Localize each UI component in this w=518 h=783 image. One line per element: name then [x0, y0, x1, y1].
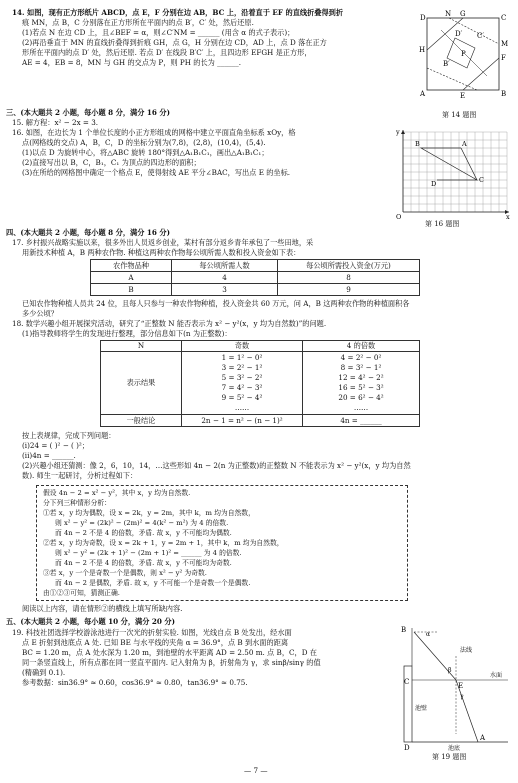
fig14-label: N	[445, 10, 452, 18]
q14-line: 痕 MN，点 B，C 分别落在正方形所在平面内的点 B′，C′ 处，然后还原.	[22, 18, 254, 27]
question-18-cont	[12, 431, 512, 481]
analysis-box	[36, 485, 408, 601]
q16-line: (3)在所给的网格图中确定一个格点 E，使得射线 AE 平分∠BAC，写出点 E 的坐标.	[22, 168, 291, 177]
table-header-cell: 每公顷所需投入资金(万元)	[278, 260, 420, 272]
odd-entry: 7 = 4² − 3²	[221, 383, 263, 392]
page-number: — 7 —	[244, 766, 268, 775]
q17-line: 多少公顷？	[22, 309, 58, 318]
four-entry: 8 = 3² − 1²	[340, 363, 382, 372]
four-entry: 20 = 6² − 4²	[338, 393, 384, 402]
table-17	[90, 259, 420, 296]
odd-entry: 3 = 2² − 1²	[221, 363, 263, 372]
q18-line: (1)指导教师将学生的发现进行整理，部分信息如下(n 为正整数)：	[22, 329, 232, 338]
four-entry: 4 = 2² − 0²	[340, 353, 382, 362]
four-entry: 16 = 5² − 3²	[338, 383, 384, 392]
q17-line: 17. 乡村振兴战略实施以来，很多外出人员返乡创业，某村有部分返乡青年承包了一些田地，采	[12, 238, 314, 247]
q14-part2: 形所在平面内的点 D′ 处，然后还原. 若点 D′ 在线段 B′C′ 上，且四边形 EFGH 是正方形，	[22, 48, 312, 57]
fig16-y-axis: y	[396, 128, 400, 136]
table-cell: 9	[278, 284, 420, 296]
table-row	[101, 415, 420, 427]
fig16-origin: O	[396, 213, 402, 221]
fig14-label: A	[420, 90, 426, 98]
fig19-label: 法线	[460, 647, 473, 654]
fig14-label: B	[501, 90, 507, 98]
section-4-heading: 四、(本大题共 2 小题，每小题 8 分，满分 16 分)	[6, 228, 171, 237]
table-header-cell: N	[101, 341, 182, 352]
q19-line: 参考数据：sin36.9° ≈ 0.60，cos36.9° ≈ 0.80，tan36.9° ≈ 0.75.	[22, 678, 248, 687]
fig14-label: D	[420, 14, 426, 22]
table-cell: 8	[278, 272, 420, 284]
table-row	[101, 352, 420, 415]
table-header-cell: 4 的倍数	[303, 341, 420, 352]
q16-line: (2)直接写出以 B，C，B₁，C₁ 为顶点的四边形的面积；	[22, 158, 201, 167]
table-cell-odd	[182, 352, 303, 415]
q18-line: (i)24 = ( )² − ( )²；	[22, 441, 89, 450]
table-cell: A	[91, 272, 172, 284]
q17-line: 已知农作物种植人员共 24 位，且每人只参与一种农作物种植，投入资金共 60 万元，问 A，B 这两种农作物的种植面积各	[22, 299, 410, 308]
q14-line: 14. 如图，现有正方形纸片 ABCD，点 E，F 分别在边 AB，BC 上，沿着直于 EF 的直线折叠得到折	[12, 8, 344, 17]
q19-line: BC = 1.20 m，点 A 处水深为 1.20 m，到池壁的水平距离 AD = 2.50 m. 点 B，C，D 在	[22, 648, 317, 657]
question-19	[12, 628, 397, 688]
q18-line: 18. 数学兴趣小组开展探究活动，研究了“正整数 N 能否表示为 x² − y²(x，y 均为自然数)”的问题.	[12, 319, 327, 328]
fig19-label: C	[404, 678, 410, 686]
question-17-cont	[12, 299, 512, 339]
figure-14-caption: 第 14 题图	[442, 111, 477, 119]
q18-line: 按上表规律，完成下列问题：	[22, 431, 116, 440]
table-header-cell: 农作物品种	[91, 260, 172, 272]
figure-16	[393, 126, 513, 221]
fig19-label: B	[401, 626, 407, 634]
fig16-label: C	[479, 176, 484, 184]
q18-line: (ii)4n = ______.	[22, 451, 76, 460]
table-cell: 4	[172, 272, 278, 284]
analysis-line: 则 x² − y² = (2k)² − (2m)² = 4(k² − m²) 为 4 的倍数.	[55, 519, 229, 527]
fig14-label: G	[460, 10, 466, 18]
fig16-label: D	[431, 180, 437, 188]
table-cell: 3	[172, 284, 278, 296]
question-14	[12, 8, 412, 68]
fig14-label: P	[461, 50, 466, 58]
analysis-line: 分下列三种情形分析：	[43, 499, 111, 507]
q19-line: 点 E 折射到池底点 A 处. 已知 BE 与水平线的夹角 α = 36.9°，点 B 到水面的距离	[22, 638, 289, 647]
figure-16-caption: 第 16 题图	[425, 220, 460, 228]
q18-line: 数). 师生一起研讨，分析过程如下：	[22, 471, 138, 480]
figure-19	[398, 622, 514, 752]
q18-final-line: 阅读以上内容，请在情形②的横线上填写所缺内容.	[22, 604, 183, 613]
analysis-line: ②若 x，y 均为奇数，设 x = 2k + 1，y = 2m + 1，其中 k，m 均为自然数，	[43, 539, 284, 547]
fig14-label: H	[419, 46, 426, 54]
analysis-line: 而 4n − 2 是偶数，矛盾. 故 x，y 不可能一个是奇数一个是偶数.	[55, 579, 251, 587]
odd-entry: 5 = 3² − 2²	[221, 373, 263, 382]
table-cell: 2n − 1 = n² − (n − 1)²	[182, 415, 303, 427]
fig19-label: 池壁	[415, 705, 428, 712]
four-entry: ……	[353, 403, 369, 412]
analysis-line: ①若 x，y 均为偶数，设 x = 2k，y = 2m，其中 k，m 均为自然数，	[43, 509, 255, 517]
q14-part2: (2)再沿垂直于 MN 的直线折叠得到折痕 GH，点 G，H 分别在边 CD，AD 上，点 D 落在正方	[22, 38, 327, 47]
table-row-label: 表示结果	[101, 352, 182, 415]
fig16-x-axis: x	[506, 213, 510, 221]
fig19-label: 水面	[490, 672, 503, 679]
fig14-label: M	[501, 40, 509, 48]
fig16-label: B	[415, 140, 420, 148]
q17-line: 用新技术种植 A，B 两种农作物. 种植这两种农作物每公顷所需人数和投入资金如下表：	[22, 248, 301, 257]
analysis-line: 由①②③可知，猜测正确.	[43, 589, 120, 597]
table-header-row	[101, 341, 420, 352]
fig19-label: β	[448, 667, 452, 674]
odd-entry: 9 = 5² − 4²	[221, 393, 263, 402]
fig19-label: γ	[460, 693, 464, 700]
table-row	[91, 284, 420, 296]
table-header-row	[91, 260, 420, 272]
question-15-16	[12, 118, 392, 178]
q16-line: 点(网格线的交点) A，B，C，D 的坐标分别为(7,8)，(2,8)，(10,4)，(5,4).	[22, 138, 266, 147]
q15-line: 15. 解方程：x² − 2x = 3.	[12, 118, 99, 127]
odd-entry: ……	[234, 403, 250, 412]
analysis-line: 而 4n − 2 不是 4 的倍数，矛盾. 故 x，y 不可能均为偶数.	[55, 529, 232, 537]
figure-14	[415, 10, 510, 110]
analysis-line: 则 x² − y² = (2k + 1)² − (2m + 1)² = ______ 为 4 的倍数.	[55, 549, 242, 557]
table-row	[91, 272, 420, 284]
table-header-cell: 奇数	[182, 341, 303, 352]
four-entry: 12 = 4² − 2²	[338, 373, 384, 382]
q18-line: (2)兴趣小组还猜测：像 2，6，10，14，…这些形如 4n − 2(n 为正整数)的正整数 N 不能表示为 x² − y²(x，y 均为自然	[22, 461, 411, 470]
fig14-label: C	[501, 14, 507, 22]
table-18	[100, 340, 420, 427]
section-5-heading: 五、(本大题共 2 小题，每小题 10 分，满分 20 分)	[6, 617, 176, 626]
question-17	[12, 238, 512, 258]
q19-line: 19. 科技社团选择学校游泳池进行一次光的折射实验. 如图，光线自点 B 处发出，经水面	[12, 628, 292, 637]
table-header-cell: 每公顷所需人数	[172, 260, 278, 272]
table-row-label: 一般结论	[101, 415, 182, 427]
q19-line: (精确到 0.1).	[22, 668, 66, 677]
table-cell-four	[303, 352, 420, 415]
table-cell: 4n = ______	[303, 415, 420, 427]
fig14-label: F	[501, 54, 506, 62]
fig14-label: B′	[443, 60, 450, 68]
fig14-label: C′	[477, 32, 484, 40]
q16-line: 16. 如图，在边长为 1 个单位长度的小正方形组成的网格中建立平面直角坐标系 xOy，格	[12, 128, 296, 137]
q14-part1: (1)若点 N 在边 CD 上，且∠BEF = α，则∠C′NM = ______ (用含 α 的式子表示)；	[22, 28, 295, 37]
fig19-label: D	[404, 744, 410, 752]
fig16-label: A	[462, 140, 467, 148]
fig19-label: A	[480, 734, 486, 742]
fig14-label: D′	[455, 30, 463, 38]
figure-19-caption: 第 19 题图	[432, 753, 467, 761]
fig19-label: E	[458, 682, 464, 690]
analysis-line: ③若 x，y 一个是奇数一个是偶数，则 x² − y² 为奇数.	[43, 569, 207, 577]
q14-part2: AE = 4，EB = 8，MN 与 GH 的交点为 P，则 PH 的长为 ______.	[22, 58, 241, 67]
analysis-line: 假设 4n − 2 = x² − y²，其中 x，y 均为自然数.	[43, 489, 191, 497]
section-3-heading: 三、(本大题共 2 小题，每小题 8 分，满分 16 分)	[6, 108, 171, 117]
odd-entry: 1 = 1² − 0²	[221, 353, 263, 362]
fig19-label: 池底	[448, 745, 461, 752]
fig14-label: E	[460, 92, 466, 100]
q19-line: 同一条竖直线上，所有点都在同一竖直平面内. 记入射角为 β，折射角为 γ，求 sinβ/sinγ 的值	[22, 658, 321, 667]
table-cell: B	[91, 284, 172, 296]
analysis-line: 而 4n − 2 不是 4 的倍数，矛盾. 故 x，y 不可能均为奇数.	[55, 559, 232, 567]
q16-line: (1)以点 D 为旋转中心，将△ABC 旋转 180°得到△A₁B₁C₁，画出△A₁B₁C₁；	[22, 148, 269, 157]
fig19-label: α	[426, 631, 431, 638]
